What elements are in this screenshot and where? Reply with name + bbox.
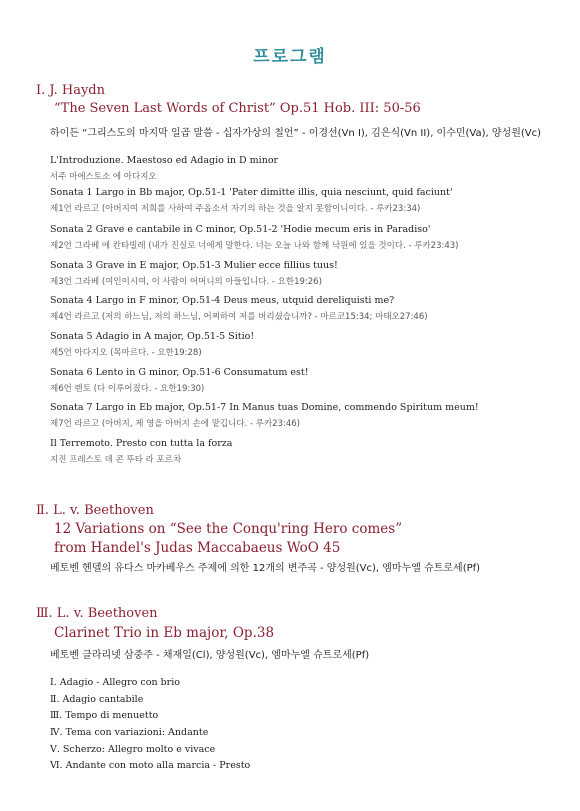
section-3-work-title: Clarinet Trio in Eb major, Op.38 (54, 625, 275, 641)
movement-korean: 제5언 아다지오 (목마르다. - 요한19:28) (50, 348, 202, 358)
movement-item (50, 155, 278, 182)
list-item: Ⅱ. Adagio cantabile (50, 693, 144, 705)
movement-title: Sonata 7 Largo in Eb major, Op.51-7 In Manus tuas Domine, commendo Spiritum meum! (50, 402, 479, 413)
movement-item (50, 402, 479, 429)
movement-korean: 제6언 렌토 (다 이루어졌다. - 요한19:30) (50, 384, 205, 394)
movement-title: Sonata 2 Grave e cantabile in C minor, Op.51-2 'Hodie mecum eris in Paradiso' (50, 224, 431, 235)
movement-title: Sonata 1 Largo in Bb major, Op.51-1 'Pater dimitte illis, quia nesciunt, quid faciunt' (50, 187, 453, 198)
movement-title: Sonata 5 Adagio in A major, Op.51-5 Sitio! (50, 331, 255, 342)
page-title: 프로그램 (253, 47, 327, 67)
movement-title: Sonata 3 Grave in E major, Op.51-3 Mulier ecce fillius tuus! (50, 260, 338, 271)
list-item: Ⅳ. Tema con variazioni: Andante (50, 727, 209, 739)
movement-item (50, 367, 309, 394)
section-1-korean-title: 하이든 “그리스도의 마지막 일곱 말씀 - 십자가상의 칠언” - 이경선(Vn I), 김은식(Vn II), 이수민(Va), 양성원(Vc) (50, 128, 542, 139)
movement-item (50, 295, 428, 322)
movement-item (50, 224, 458, 251)
section-3-korean-title: 베토벤 클라리넷 삼중주 - 채재일(Cl), 양성원(Vc), 엠마누엘 슈트로세(Pf) (50, 650, 370, 661)
movement-korean: 지진 프레스토 데 콘 뚜타 라 포르차 (50, 455, 182, 465)
list-item: Ⅵ. Andante con moto alla marcia - Presto (50, 760, 251, 772)
list-item: Ⅴ. Scherzo: Allegro molto e vivace (50, 743, 216, 755)
list-item: Ⅰ. Adagio - Allegro con brio (50, 677, 180, 688)
movement-korean: 서주 마에스토소 에 아다지오 (50, 172, 157, 182)
section-2-korean-title: 베토벤 헨델의 유다스 마카베우스 주제에 의한 12개의 변주곡 - 양성원(Vc), 엠마누엘 슈트로세(Pf) (50, 563, 481, 574)
movement-korean: 제3언 그라베 (여인이시여, 이 사람이 어머니의 아들입니다. - 요한19:26) (50, 277, 322, 287)
movement-item (50, 260, 338, 287)
movement-title: Sonata 4 Largo in F minor, Op.51-4 Deus meus, utquid dereliquisti me? (50, 295, 395, 306)
movement-title: L'Introduzione. Maestoso ed Adagio in D minor (50, 155, 279, 166)
movement-title: Sonata 6 Lento in G minor, Op.51-6 Consumatum est! (50, 367, 309, 378)
section-3-heading: Ⅲ. L. v. Beethoven (36, 606, 158, 621)
movement-korean: 제7언 라르고 (아버지, 제 영을 아버지 손에 맡깁니다. - 루카23:46) (50, 419, 300, 429)
section-2-work-subtitle: from Handel's Judas Maccabaeus WoO 45 (54, 540, 341, 556)
section-2-heading: Ⅱ. L. v. Beethoven (36, 503, 154, 518)
movement-item (50, 331, 254, 358)
list-item: Ⅲ. Tempo di menuetto (50, 710, 159, 722)
section-2-work-title: 12 Variations on “See the Conqu'ring Hero comes” (54, 521, 403, 537)
movement-korean: 제2언 그라베 에 칸타빌레 (내가 진실로 너에게 말한다. 너는 오늘 나와 함께 낙원에 있을 것이다. - 루카23:43) (50, 241, 459, 251)
movement-korean: 제4언 라르고 (저의 하느님, 저의 하느님, 어찌하여 저를 버리셨습니까? - 마르코15:34; 마태오27:46) (50, 312, 428, 322)
section-1-work-title: “The Seven Last Words of Christ” Op.51 Hob. III: 50-56 (54, 101, 421, 116)
movement-list (50, 677, 250, 777)
movement-title: Il Terremoto. Presto con tutta la forza (50, 438, 233, 449)
section-1-heading: I. J. Haydn (36, 83, 105, 98)
movement-item (50, 187, 453, 214)
movement-item (50, 438, 232, 465)
movement-korean: 제1언 라르고 (아버지여 저희를 사하여 주옵소서 자기의 하는 것을 알지 못함이니이다. - 루카23:34) (50, 204, 421, 214)
